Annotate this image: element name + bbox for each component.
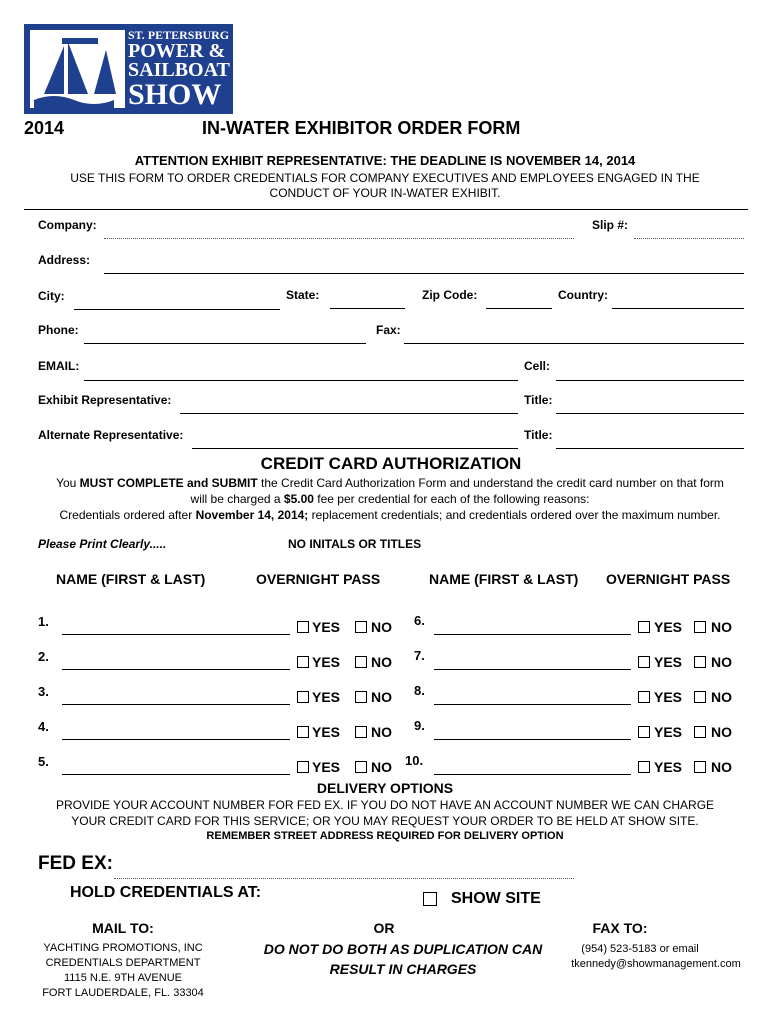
yes-label: YES — [654, 759, 683, 775]
no-label: NO — [371, 654, 392, 670]
yes-label: YES — [654, 724, 683, 740]
delivery-line-3: REMEMBER STREET ADDRESS REQUIRED FOR DELIVERY OPTION — [206, 830, 564, 842]
overnight-yes-checkbox-8[interactable] — [638, 691, 650, 703]
credit-emphasis: November 14, 2014; — [195, 508, 309, 522]
fedex-label: FED EX: — [38, 853, 113, 874]
fax-line-1: (954) 523-5183 or email — [581, 943, 699, 955]
show-logo — [24, 24, 233, 114]
no-initials-note: NO INITALS OR TITLES — [288, 537, 422, 551]
phone-field[interactable] — [84, 343, 366, 344]
fedex-account-field[interactable] — [114, 878, 574, 879]
entry-number: 2. — [38, 649, 49, 664]
alt-rep-label: Alternate Representative: — [38, 428, 184, 442]
mail-line-1: YACHTING PROMOTIONS, INC — [43, 942, 203, 954]
no-label: NO — [371, 724, 392, 740]
form-year: 2014 — [24, 118, 65, 138]
name-field-9[interactable] — [434, 739, 631, 740]
overnight-yes-checkbox-3[interactable] — [297, 691, 309, 703]
overnight-no-checkbox-1[interactable] — [355, 621, 367, 633]
yes-label: YES — [312, 759, 341, 775]
title2-label: Title: — [524, 428, 553, 442]
credit-text: fee per credential for each of the following reasons: — [313, 492, 590, 506]
overnight-yes-checkbox-10[interactable] — [638, 761, 650, 773]
overnight-no-checkbox-10[interactable] — [694, 761, 706, 773]
delivery-line-2: YOUR CREDIT CARD FOR THIS SERVICE; OR YOU MAY REQUEST YOUR ORDER TO BE HELD AT SHOW SITE. — [71, 814, 699, 828]
entry-number: 8. — [414, 683, 425, 698]
no-label: NO — [371, 759, 392, 775]
name-field-4[interactable] — [62, 739, 290, 740]
overnight-no-checkbox-3[interactable] — [355, 691, 367, 703]
yes-label: YES — [312, 619, 341, 635]
overnight-yes-checkbox-1[interactable] — [297, 621, 309, 633]
fax-label: Fax: — [376, 323, 401, 337]
credit-text: You — [56, 476, 80, 490]
overnight-no-checkbox-9[interactable] — [694, 726, 706, 738]
logo-line-2: POWER & — [128, 40, 226, 62]
overnight-yes-checkbox-2[interactable] — [297, 656, 309, 668]
zip-label: Zip Code: — [422, 288, 478, 302]
overnight-no-checkbox-8[interactable] — [694, 691, 706, 703]
credit-para-3 — [0, 508, 770, 522]
show-site-label: SHOW SITE — [451, 890, 541, 907]
yes-label: YES — [312, 689, 341, 705]
yes-label: YES — [654, 689, 683, 705]
name-field-7[interactable] — [434, 669, 631, 670]
entry-number: 7. — [414, 648, 425, 663]
yes-label: YES — [654, 654, 683, 670]
warning-line-2: RESULT IN CHARGES — [329, 961, 477, 977]
logo-line-1: ST. PETERSBURG — [128, 28, 230, 42]
overnight-no-checkbox-7[interactable] — [694, 656, 706, 668]
fax-email: tkennedy@showmanagement.com — [571, 958, 741, 970]
entry-number: 1. — [38, 614, 49, 629]
yes-label: YES — [312, 724, 341, 740]
col-pass-left: OVERNIGHT PASS — [256, 571, 381, 587]
credit-text: the Credit Card Authorization Form and understand the credit card number on that form — [257, 476, 724, 490]
delivery-heading: DELIVERY OPTIONS — [316, 780, 454, 796]
logo-line-4: SHOW — [128, 78, 222, 111]
print-note: Please Print Clearly..... — [38, 537, 167, 551]
credit-text: Credentials ordered after — [59, 508, 196, 522]
yes-label: YES — [654, 619, 683, 635]
credit-para-2 — [0, 492, 770, 506]
name-field-8[interactable] — [434, 704, 631, 705]
or-label: OR — [373, 920, 395, 936]
delivery-line-1: PROVIDE YOUR ACCOUNT NUMBER FOR FED EX. IF YOU DO NOT HAVE AN ACCOUNT NUMBER WE CAN CHARGE — [55, 798, 715, 812]
address-field[interactable] — [104, 273, 744, 274]
slip-field[interactable] — [634, 238, 744, 239]
email-field[interactable] — [84, 380, 518, 381]
mail-heading: MAIL TO: — [92, 920, 154, 936]
state-field[interactable] — [330, 308, 405, 309]
company-label: Company: — [38, 218, 97, 232]
col-pass-right: OVERNIGHT PASS — [606, 571, 731, 587]
overnight-no-checkbox-2[interactable] — [355, 656, 367, 668]
address-label: Address: — [38, 253, 91, 267]
entry-number: 9. — [414, 718, 425, 733]
attention-line: ATTENTION EXHIBIT REPRESENTATIVE: THE DEADLINE IS NOVEMBER 14, 2014 — [134, 153, 636, 168]
phone-label: Phone: — [38, 323, 79, 337]
entry-number: 5. — [38, 754, 49, 769]
form-title: IN-WATER EXHIBITOR ORDER FORM — [202, 118, 521, 138]
overnight-no-checkbox-5[interactable] — [355, 761, 367, 773]
zip-field[interactable] — [486, 308, 552, 309]
title-field[interactable] — [556, 413, 744, 414]
fax-heading: FAX TO: — [592, 920, 648, 936]
title-label: Title: — [524, 393, 553, 407]
no-label: NO — [711, 654, 732, 670]
overnight-yes-checkbox-6[interactable] — [638, 621, 650, 633]
col-name-left: NAME (FIRST & LAST) — [56, 571, 206, 587]
logo-line-3: SAILBOAT — [128, 59, 230, 81]
credit-heading: CREDIT CARD AUTHORIZATION — [260, 454, 522, 473]
mail-line-3: 1115 N.E. 9TH AVENUE — [64, 972, 182, 984]
credit-emphasis: $5.00 — [283, 492, 314, 506]
exhibit-rep-label: Exhibit Representative: — [38, 393, 172, 407]
fax-field[interactable] — [404, 343, 744, 344]
warning-line-1: DO NOT DO BOTH AS DUPLICATION CAN — [263, 941, 543, 957]
exhibit-rep-field[interactable] — [180, 413, 518, 414]
overnight-yes-checkbox-7[interactable] — [638, 656, 650, 668]
no-label: NO — [711, 759, 732, 775]
hold-label: HOLD CREDENTIALS AT: — [70, 884, 262, 901]
alt-rep-field[interactable] — [192, 448, 518, 449]
credit-text: will be charged a — [190, 492, 284, 506]
overnight-yes-checkbox-5[interactable] — [297, 761, 309, 773]
credit-para-1 — [0, 476, 770, 490]
company-field[interactable] — [104, 238, 574, 239]
name-field-1[interactable] — [62, 634, 290, 635]
no-label: NO — [711, 724, 732, 740]
name-field-10[interactable] — [434, 774, 631, 775]
no-label: NO — [371, 689, 392, 705]
name-field-5[interactable] — [62, 774, 290, 775]
col-name-right: NAME (FIRST & LAST) — [429, 571, 579, 587]
overnight-yes-checkbox-9[interactable] — [638, 726, 650, 738]
title2-field[interactable] — [556, 448, 744, 449]
cell-field[interactable] — [556, 380, 744, 381]
city-label: City: — [38, 289, 65, 303]
yes-label: YES — [312, 654, 341, 670]
overnight-yes-checkbox-4[interactable] — [297, 726, 309, 738]
name-field-6[interactable] — [434, 634, 631, 635]
entry-number: 3. — [38, 684, 49, 699]
email-label: EMAIL: — [38, 359, 80, 373]
show-site-checkbox[interactable] — [423, 892, 437, 906]
header-divider — [24, 209, 748, 210]
overnight-no-checkbox-4[interactable] — [355, 726, 367, 738]
state-label: State: — [286, 288, 320, 302]
mail-line-2: CREDENTIALS DEPARTMENT — [45, 957, 201, 969]
mail-line-4: FORT LAUDERDALE, FL. 33304 — [42, 987, 204, 999]
name-field-3[interactable] — [62, 704, 290, 705]
no-label: NO — [711, 619, 732, 635]
no-label: NO — [371, 619, 392, 635]
slip-label: Slip #: — [592, 218, 629, 232]
instructions-line-1: USE THIS FORM TO ORDER CREDENTIALS FOR COMPANY EXECUTIVES AND EMPLOYEES ENGAGED IN THE — [70, 171, 700, 185]
entry-number: 6. — [414, 613, 425, 628]
country-field[interactable] — [612, 308, 744, 309]
credit-text: replacement credentials; and credentials ordered over the maximum number. — [308, 508, 721, 522]
entry-number: 10. — [405, 753, 424, 768]
credit-emphasis: MUST COMPLETE and SUBMIT — [79, 476, 258, 490]
city-field[interactable] — [74, 309, 280, 310]
cell-label: Cell: — [524, 359, 551, 373]
name-field-2[interactable] — [62, 669, 290, 670]
country-label: Country: — [558, 288, 608, 302]
no-label: NO — [711, 689, 732, 705]
instructions-line-2: CONDUCT OF YOUR IN-WATER EXHIBIT. — [269, 186, 501, 200]
overnight-no-checkbox-6[interactable] — [694, 621, 706, 633]
entry-number: 4. — [38, 719, 49, 734]
